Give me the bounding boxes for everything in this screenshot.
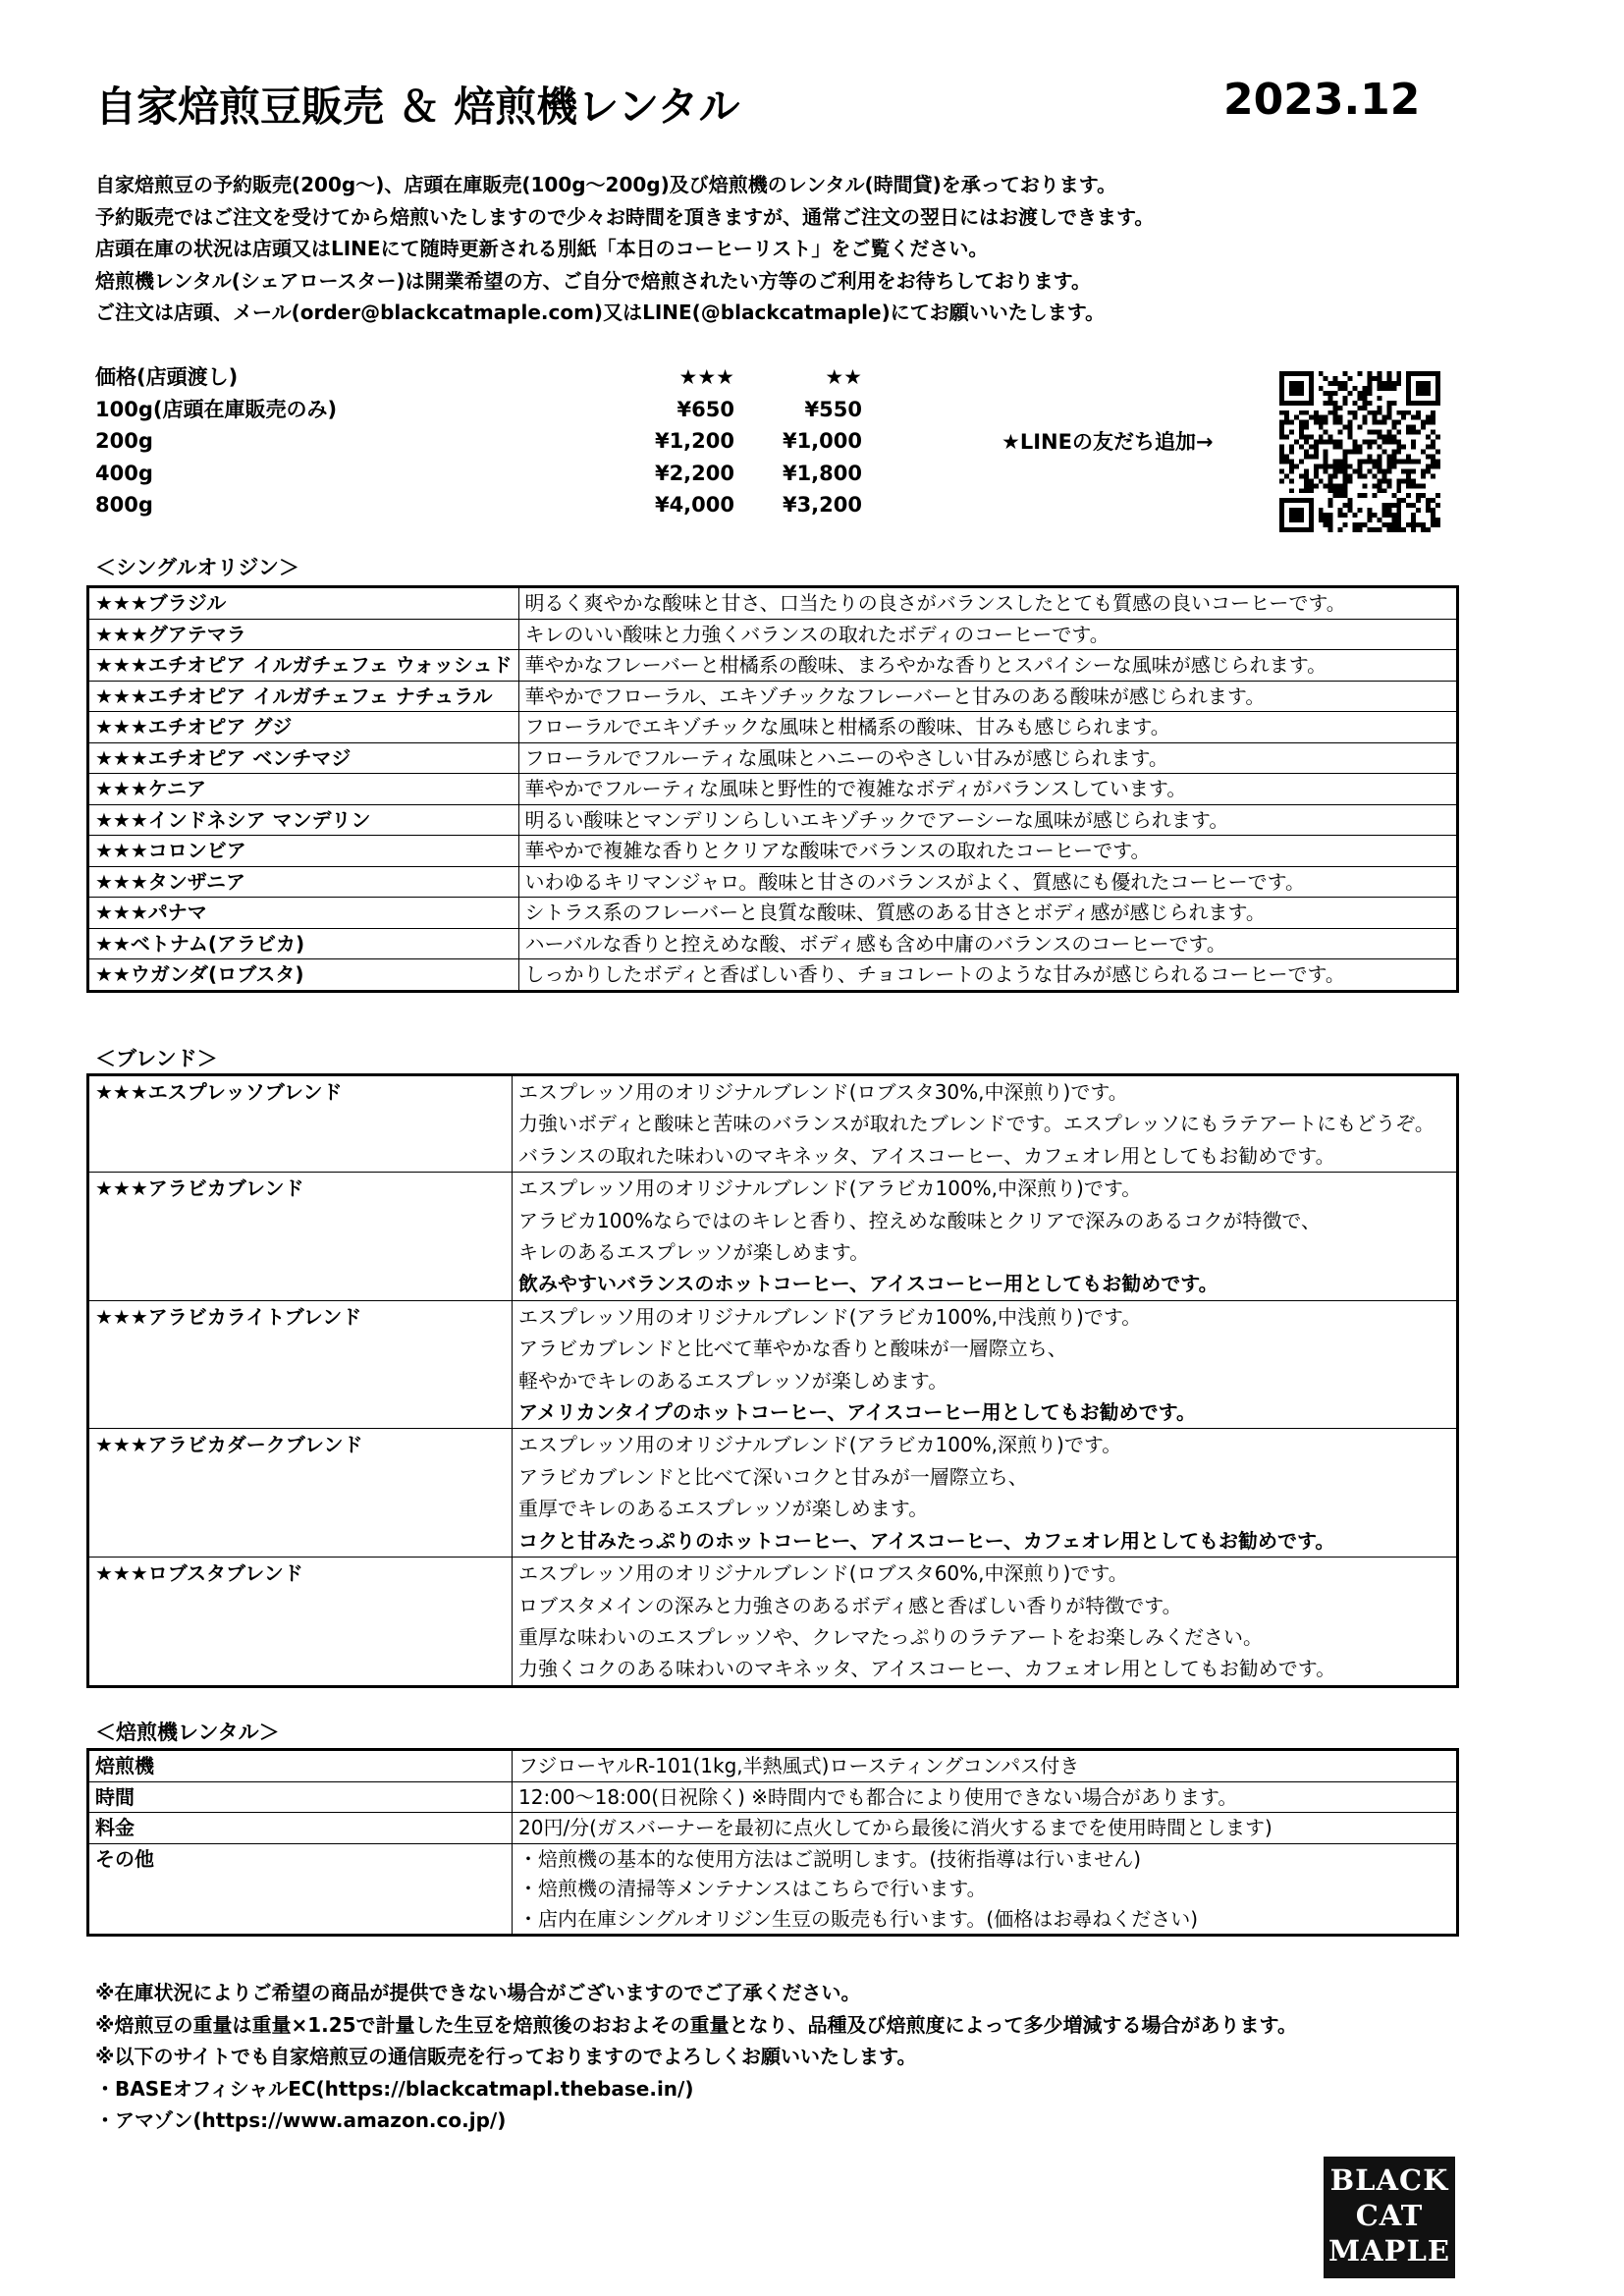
bean-description: 華やかでフルーティな風味と野性的で複雑なボディがバランスしています。: [518, 774, 1457, 805]
single-origin-row: [88, 587, 1458, 620]
bean-description: 華やかなフレーバーと柑橘系の酸味、まろやかな香りとスパイシーな風味が感じられます。: [518, 650, 1457, 682]
description-line: エスプレッソ用のオリジナルブレンド(アラビカ100%,深煎り)です。: [518, 1433, 1122, 1457]
intro-line: 自家焙煎豆の予約販売(200g～)、店頭在庫販売(100g～200g)及び焙煎機のレンタル(時間貸)を承っております。: [95, 173, 1117, 196]
intro-line: 店頭在庫の状況は店頭又はLINEにて随時更新される別紙「本日のコーヒーリスト」をご覧ください。: [95, 237, 989, 260]
page-title: 自家焙煎豆販売 ＆ 焙煎機レンタル: [95, 82, 740, 131]
single-origin-row: [88, 898, 1458, 929]
rental-row: [88, 1843, 1458, 1936]
single-origin-row: [88, 959, 1458, 992]
detail-line: 12:00～18:00(日祝除く) ※時間内でも都合により使用できない場合があります。: [518, 1784, 1238, 1809]
note-line: ※以下のサイトでも自家焙煎豆の通信販売を行っておりますのでよろしくお願いいたします。: [95, 2045, 917, 2068]
blend-row: [88, 1300, 1458, 1429]
bean-name: ★★★グアテマラ: [88, 619, 519, 650]
single-origin-row: [88, 836, 1458, 867]
description-line: アラビカブレンドと比べて深いコクと甘みが一層際立ち、: [518, 1464, 1028, 1489]
blend-name: ★★★アラビカブレンド: [88, 1173, 513, 1301]
rental-row: [88, 1813, 1458, 1844]
price-grade3: ¥1,200: [654, 429, 734, 453]
price-grade2: ¥3,200: [782, 493, 862, 517]
price-grade3: ¥650: [677, 397, 734, 421]
bean-name: ★★ウガンダ(ロブスタ): [88, 959, 519, 992]
description-line: 軽やかでキレのあるエスプレッソが楽しめます。: [518, 1368, 948, 1393]
description-line: 飲みやすいバランスのホットコーヒー、アイスコーヒー用としてもお勧めです。: [518, 1272, 1218, 1296]
bean-description: フローラルでフルーティな風味とハニーのやさしい甘みが感じられます。: [518, 742, 1457, 774]
bean-name: ★★★コロンビア: [88, 836, 519, 867]
rental-row: [88, 1750, 1458, 1782]
detail-line: ・焙煎機の基本的な使用方法はご説明します。(技術指導は行いません): [518, 1846, 1142, 1871]
rental-item-detail: [513, 1750, 1458, 1782]
single-origin-row: [88, 804, 1458, 836]
bean-description: いわゆるキリマンジャロ。酸味と甘さのバランスがよく、質感にも優れたコーヒーです。: [518, 866, 1457, 898]
black-cat-maple-logo: [1324, 2157, 1455, 2278]
single-origin-row: [88, 650, 1458, 682]
blend-name: ★★★ロブスタブレンド: [88, 1558, 513, 1687]
rental-row: [88, 1781, 1458, 1813]
bean-description: フローラルでエキゾチックな風味と柑橘系の酸味、甘みも感じられます。: [518, 712, 1457, 743]
description-line: 力強いボディと酸味と苦味のバランスが取れたブレンドです。エスプレッソにもラテアートにもどうぞ。: [518, 1112, 1435, 1136]
logo-line: MAPLE: [1328, 2234, 1450, 2268]
description-line: エスプレッソ用のオリジナルブレンド(アラビカ100%,中浅煎り)です。: [518, 1304, 1142, 1329]
rental-section-title: ＜焙煎機レンタル＞: [95, 1721, 280, 1744]
rental-item-name: 料金: [88, 1813, 513, 1844]
price-weight: 400g: [95, 461, 153, 485]
bean-name: ★★★パナマ: [88, 898, 519, 929]
bean-description: しっかりしたボディと香ばしい香り、チョコレートのような甘みが感じられるコーヒーです。: [518, 959, 1457, 992]
description-line: アメリカンタイプのホットコーヒー、アイスコーヒー用としてもお勧めです。: [518, 1400, 1196, 1425]
bean-name: ★★★ブラジル: [88, 587, 519, 620]
single-origin-row: [88, 619, 1458, 650]
rental-table: [86, 1748, 1459, 1937]
line-qr-code-icon[interactable]: [1279, 371, 1440, 532]
description-line: アラビカ100%ならではのキレと香り、控えめな酸味とクリアで深みのあるコクが特徴で、: [518, 1208, 1321, 1232]
bean-name: ★★★インドネシア マンデリン: [88, 804, 519, 836]
bean-description: 明るく爽やかな酸味と甘さ、口当たりの良さがバランスしたとても質感の良いコーヒーです。: [518, 587, 1457, 620]
bean-name: ★★★エチオピア ベンチマジ: [88, 742, 519, 774]
price-grade3: ¥2,200: [654, 461, 734, 485]
description-line: エスプレッソ用のオリジナルブレンド(ロブスタ60%,中深煎り)です。: [518, 1561, 1128, 1586]
line-friend-note: ★LINEの友だち追加→: [1001, 430, 1214, 454]
bean-description: キレのいい酸味と力強くバランスの取れたボディのコーヒーです。: [518, 619, 1457, 650]
bean-name: ★★★エチオピア グジ: [88, 712, 519, 743]
bean-name: ★★★エチオピア イルガチェフェ ウォッシュド: [88, 650, 519, 682]
single-origin-row: [88, 928, 1458, 959]
blend-row: [88, 1429, 1458, 1558]
blend-name: ★★★アラビカダークブレンド: [88, 1429, 513, 1558]
price-weight: 200g: [95, 429, 153, 453]
logo-line: BLACK: [1329, 2163, 1449, 2197]
bean-description: 華やかでフローラル、エキゾチックなフレーバーと甘みのある酸味が感じられます。: [518, 681, 1457, 712]
description-line: アラビカブレンドと比べて華やかな香りと酸味が一層際立ち、: [518, 1337, 1067, 1361]
single-origin-row: [88, 742, 1458, 774]
blend-description: [513, 1300, 1458, 1429]
intro-line: ご注文は店頭、メール(order@blackcatmaple.com)又はLINE(@blackcatmaple)にてお願いいたします。: [95, 301, 1106, 324]
detail-line: ・店内在庫シングルオリジン生豆の販売も行います。(価格はお尋ねください): [518, 1906, 1199, 1931]
price-weight: 800g: [95, 493, 153, 517]
description-line: エスプレッソ用のオリジナルブレンド(アラビカ100%,中深煎り)です。: [518, 1176, 1142, 1201]
price-grade2: ¥550: [804, 397, 862, 421]
blend-row: [88, 1173, 1458, 1301]
description-line: エスプレッソ用のオリジナルブレンド(ロブスタ30%,中深煎り)です。: [518, 1080, 1128, 1104]
bean-name: ★★★タンザニア: [88, 866, 519, 898]
price-header-label: 価格(店頭渡し): [95, 365, 239, 389]
logo-line: CAT: [1355, 2199, 1424, 2232]
price-grade2: ¥1,000: [782, 429, 862, 453]
bean-name: ★★★エチオピア イルガチェフェ ナチュラル: [88, 681, 519, 712]
bean-name: ★★★ケニア: [88, 774, 519, 805]
amazon-shop-link[interactable]: ・アマゾン(https://www.amazon.co.jp/): [95, 2108, 507, 2132]
single-origin-row: [88, 712, 1458, 743]
note-line: ※焙煎豆の重量は重量×1.25で計量した生豆を焙煎後のおおよその重量となり、品種及び焙煎度によって多少増減する場合があります。: [95, 2012, 1297, 2037]
blend-description: [513, 1075, 1458, 1173]
rental-item-detail: [513, 1813, 1458, 1844]
description-line: 力強くコクのある味わいのマキネッタ、アイスコーヒー、カフェオレ用としてもお勧めです。: [518, 1657, 1336, 1681]
detail-line: ・焙煎機の清掃等メンテナンスはこちらで行います。: [518, 1877, 987, 1900]
price-weight: 100g(店頭在庫販売のみ): [95, 397, 338, 421]
single-origin-row: [88, 866, 1458, 898]
price-header-grade2: ★★: [825, 365, 862, 389]
bean-description: 明るい酸味とマンデリンらしいエキゾチックでアーシーな風味が感じられます。: [518, 804, 1457, 836]
price-grade2: ¥1,800: [782, 461, 862, 485]
issue-date: 2023.12: [1223, 75, 1421, 125]
intro-line: 焙煎機レンタル(シェアロースター)は開業希望の方、ご自分で焙煎されたい方等のご利用をお待ちしております。: [95, 268, 1091, 293]
blend-row: [88, 1075, 1458, 1173]
rental-item-name: 時間: [88, 1781, 513, 1813]
rental-item-detail: [513, 1781, 1458, 1813]
blend-row: [88, 1558, 1458, 1687]
bean-name: ★★ベトナム(アラビカ): [88, 928, 519, 959]
base-shop-link[interactable]: ・BASEオフィシャルEC(https://blackcatmapl.thebase.in/): [95, 2076, 694, 2101]
blend-name: ★★★アラビカライトブレンド: [88, 1300, 513, 1429]
note-line: ※在庫状況によりご希望の商品が提供できない場合がございますのでご了承ください。: [95, 1981, 861, 2004]
bean-description: ハーバルな香りと控えめな酸、ボディ感も含め中庸のバランスのコーヒーです。: [518, 928, 1457, 959]
description-line: キレのあるエスプレッソが楽しめます。: [518, 1240, 870, 1265]
blend-table: [86, 1073, 1459, 1688]
single-origin-section-title: ＜シングルオリジン＞: [95, 556, 299, 579]
detail-line: 20円/分(ガスバーナーを最初に点火してから最後に消火するまでを使用時間とします): [518, 1816, 1272, 1839]
description-line: バランスの取れた味わいのマキネッタ、アイスコーヒー、カフェオレ用としてもお勧めです。: [518, 1143, 1335, 1168]
single-origin-row: [88, 774, 1458, 805]
rental-item-name: 焙煎機: [88, 1750, 513, 1782]
detail-line: フジローヤルR-101(1kg,半熱風式)ロースティングコンパス付き: [518, 1754, 1080, 1777]
footer-notes: [95, 1977, 1297, 2137]
description-line: 重厚な味わいのエスプレッソや、クレマたっぷりのラテアートをお楽しみください。: [518, 1624, 1263, 1649]
blend-section-title: ＜ブレンド＞: [95, 1047, 218, 1070]
price-grade3: ¥4,000: [654, 493, 734, 517]
single-origin-row: [88, 681, 1458, 712]
intro-line: 予約販売ではご注文を受けてから焙煎いたしますので少々お時間を頂きますが、通常ご注文の翌日にはお渡しできます。: [95, 204, 1155, 229]
description-line: 重厚でキレのあるエスプレッソが楽しめます。: [518, 1497, 929, 1521]
description-line: ロブスタメインの深みと力強さのあるボディ感と香ばしい香りが特徴です。: [518, 1593, 1182, 1617]
blend-description: [513, 1173, 1458, 1301]
bean-description: 華やかで複雑な香りとクリアな酸味でバランスの取れたコーヒーです。: [518, 836, 1457, 867]
single-origin-table: [86, 585, 1459, 993]
blend-description: [513, 1558, 1458, 1687]
bean-description: シトラス系のフレーバーと良質な酸味、質感のある甘さとボディ感が感じられます。: [518, 898, 1457, 929]
blend-name: ★★★エスプレッソブレンド: [88, 1075, 513, 1173]
blend-description: [513, 1429, 1458, 1558]
rental-item-detail: [513, 1843, 1458, 1936]
intro-text: [95, 169, 1154, 329]
rental-item-name: その他: [88, 1843, 513, 1936]
price-header-grade3: ★★★: [678, 365, 734, 389]
description-line: コクと甘みたっぷりのホットコーヒー、アイスコーヒー、カフェオレ用としてもお勧めです。: [518, 1528, 1335, 1553]
